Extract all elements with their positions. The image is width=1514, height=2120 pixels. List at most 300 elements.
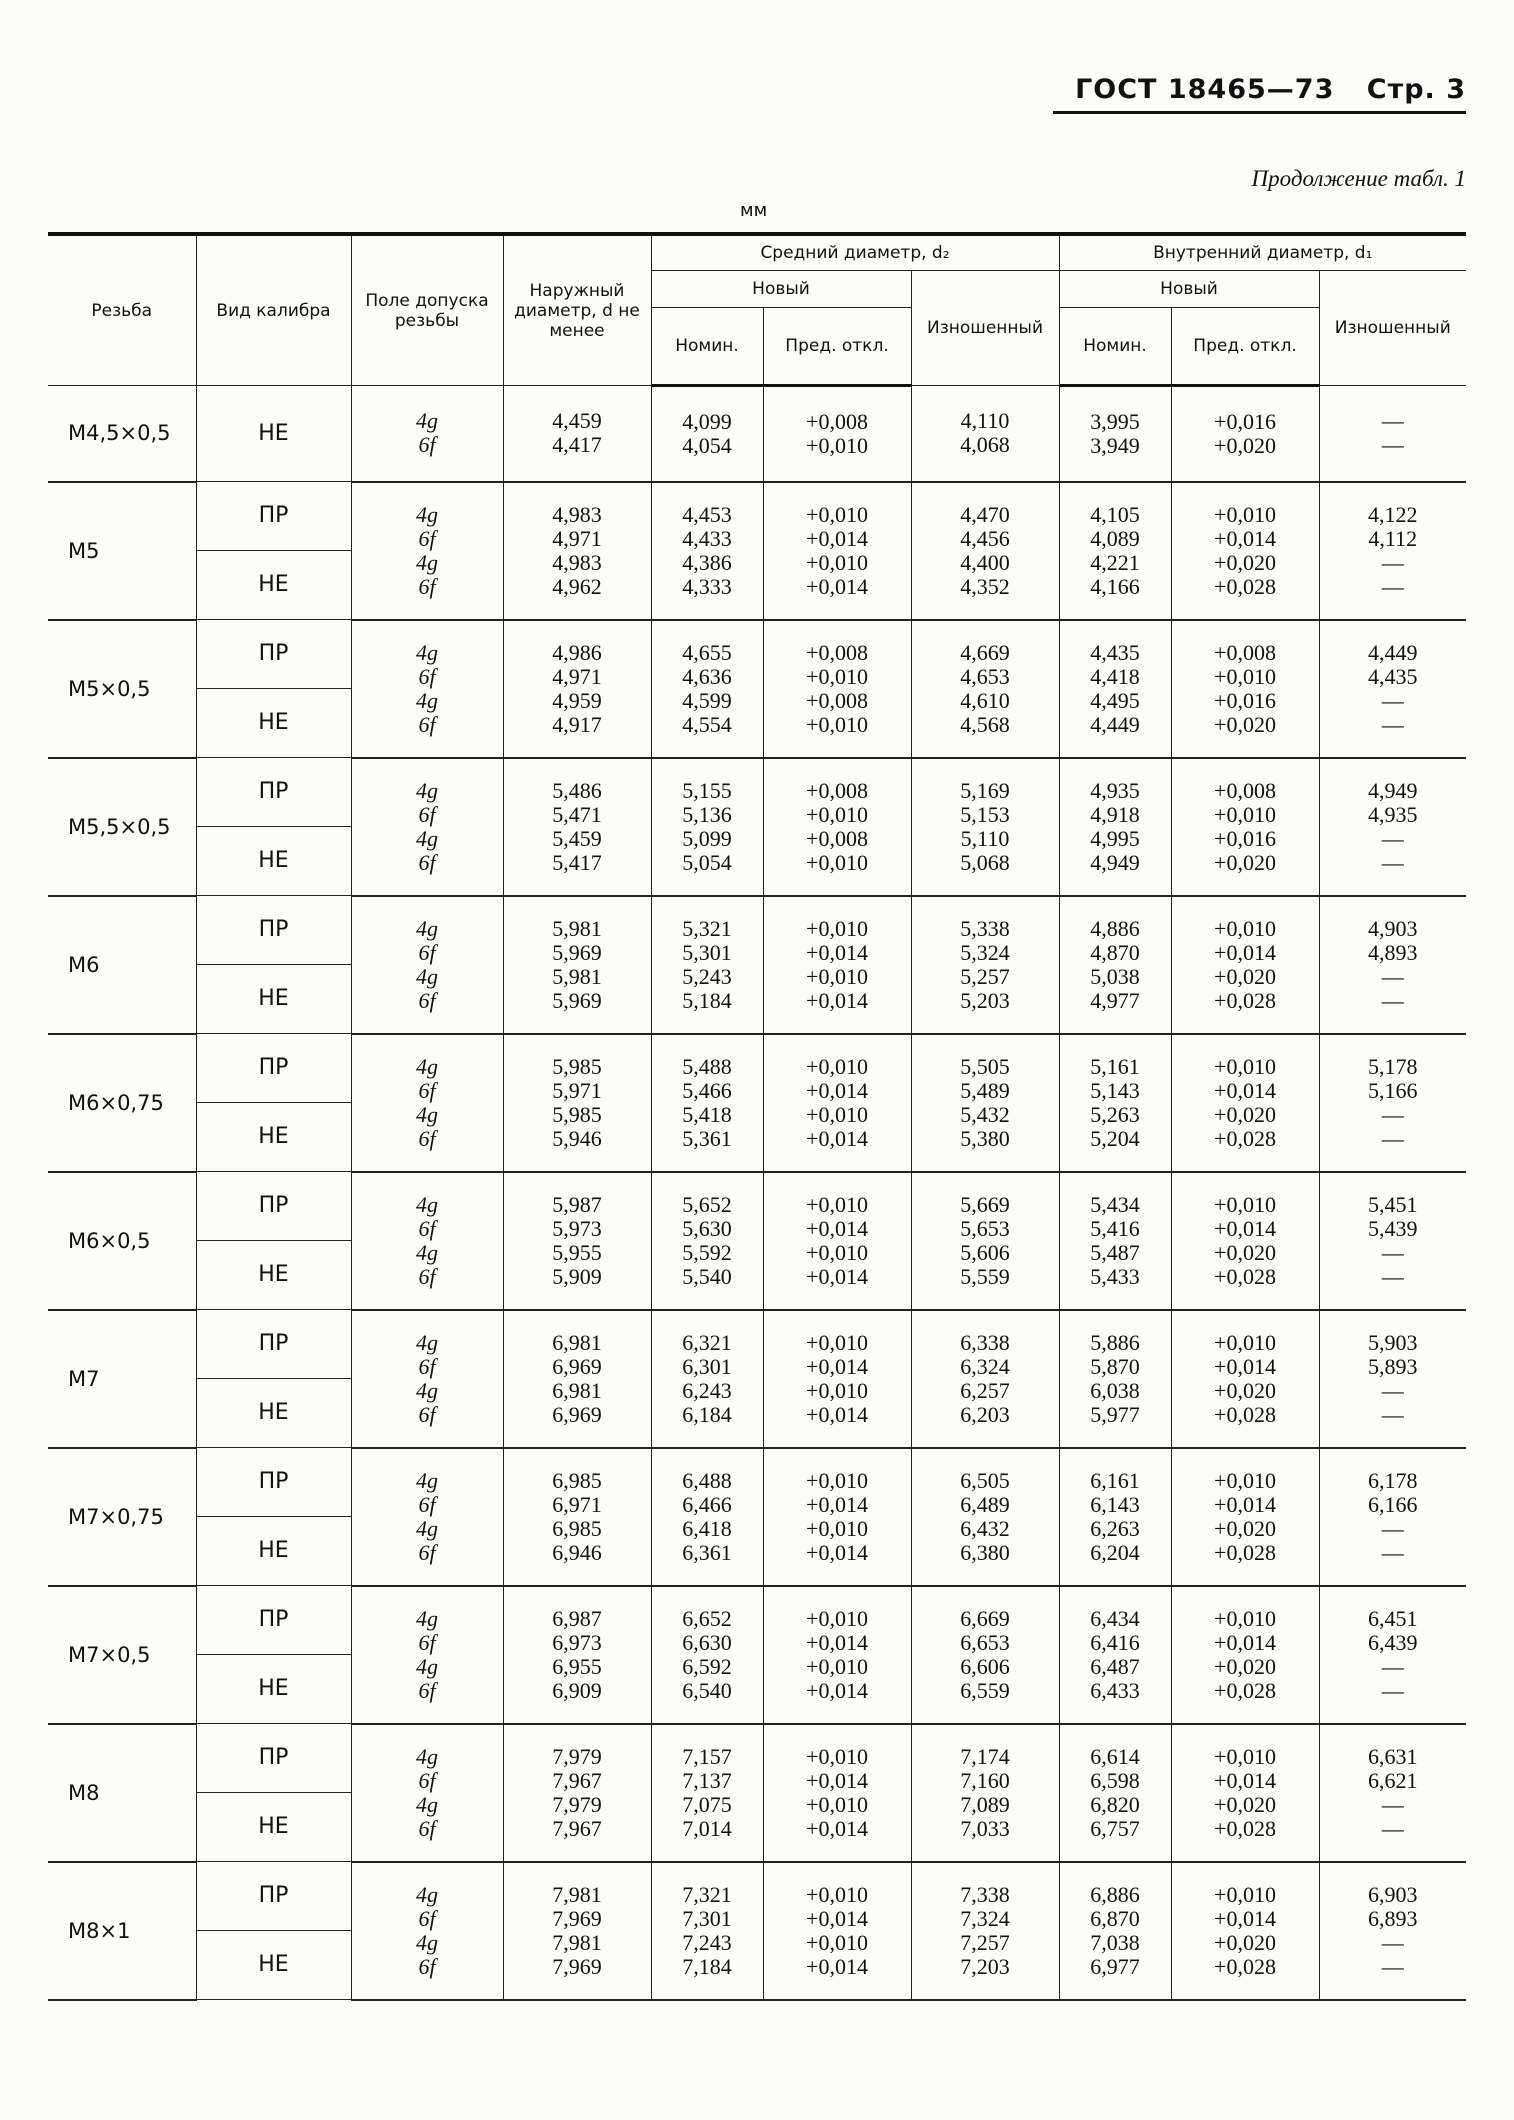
table-row [48,1172,1466,1241]
value: 5,324 [960,939,1010,965]
value: 4,959 [552,687,602,713]
value: 5,243 [682,963,732,989]
gauge-kind: НЕ [196,965,351,1034]
value: +0,020 [1214,1653,1276,1679]
value-cell-in-nom [1059,896,1171,1034]
value-cell-in-dev [1171,620,1319,758]
value: 7,981 [552,1929,602,1955]
value: 6,981 [552,1377,602,1403]
value: 5,471 [552,801,602,827]
value: +0,014 [806,1677,868,1703]
table-row [48,1724,1466,1793]
value: +0,008 [1214,639,1276,665]
value: 6,451 [1368,1605,1418,1631]
value: 4,453 [682,501,732,527]
value: +0,010 [1214,663,1276,689]
value: 5,434 [1090,1191,1140,1217]
value: 5,946 [552,1125,602,1151]
value-cell-in-dev [1171,1034,1319,1172]
value-cell-mid-nom [651,1448,763,1586]
value-cell-mid-worn [911,1586,1059,1724]
col-tolerance: Поле допуска резьбы [351,234,503,386]
table-row [48,482,1466,551]
value: 5,606 [960,1239,1010,1265]
value-cell-mid-dev [763,1310,911,1448]
value: 5,136 [682,801,732,827]
tolerance-fields [351,1034,503,1172]
value: +0,028 [1214,1125,1276,1151]
value: 6,301 [682,1353,732,1379]
value-cell-outer [503,1172,651,1310]
value-cell-in-nom [1059,1862,1171,2000]
value-cell-in-nom [1059,1034,1171,1172]
value: +0,014 [1214,1491,1276,1517]
tolerance-fields [351,386,503,482]
value: +0,014 [1214,1905,1276,1931]
value: +0,010 [806,801,868,827]
value-cell-mid-nom [651,1724,763,1862]
tolerance-field: 4g [416,501,438,527]
value: 7,157 [682,1743,732,1769]
value: 6,321 [682,1329,732,1355]
value: +0,008 [806,408,868,434]
value: 4,449 [1368,639,1418,665]
value: 5,169 [960,777,1010,803]
tolerance-field: 6f [418,1215,436,1241]
value: 4,995 [1090,825,1140,851]
value: 5,301 [682,939,732,965]
value: +0,020 [1214,549,1276,575]
value: 6,559 [960,1677,1010,1703]
value: 7,038 [1090,1929,1140,1955]
value: 4,886 [1090,915,1140,941]
value-cell-mid-dev [763,1586,911,1724]
value: 6,433 [1090,1677,1140,1703]
value: 6,439 [1368,1629,1418,1655]
value: 4,918 [1090,801,1140,827]
tolerance-field: 4g [416,1239,438,1265]
tolerance-field: 6f [418,573,436,599]
value: 7,324 [960,1905,1010,1931]
value: — [1381,987,1404,1013]
value: 5,973 [552,1215,602,1241]
value: 5,433 [1090,1263,1140,1289]
value: +0,010 [806,663,868,689]
value-cell-in-worn [1319,896,1466,1034]
table-continuation-label: Продолжение табл. 1 [1251,166,1466,191]
value: 5,439 [1368,1215,1418,1241]
value: 5,909 [552,1263,602,1289]
value-cell-mid-dev [763,1172,911,1310]
value: +0,014 [1214,1767,1276,1793]
value: 4,470 [960,501,1010,527]
value: 4,568 [960,711,1010,737]
value: 5,466 [682,1077,732,1103]
value-cell-mid-dev [763,896,911,1034]
value: — [1381,1815,1404,1841]
value: 6,184 [682,1401,732,1427]
value: 7,033 [960,1815,1010,1841]
value: 7,979 [552,1743,602,1769]
value: 6,488 [682,1467,732,1493]
value: 6,652 [682,1605,732,1631]
gauge-kind: НЕ [196,1655,351,1724]
value: 6,630 [682,1629,732,1655]
col-inner-new: Новый [1059,271,1319,308]
value-cell-outer [503,620,651,758]
value-cell-in-worn [1319,482,1466,620]
value: 6,886 [1090,1881,1140,1907]
value: 4,112 [1368,525,1418,551]
table-row [48,1586,1466,1655]
value: 4,110 [960,408,1010,434]
table-row [48,1034,1466,1103]
page-header [1053,74,1466,114]
value: 5,559 [960,1263,1010,1289]
value: 5,338 [960,915,1010,941]
value: +0,010 [806,1239,868,1265]
value: 5,166 [1368,1077,1418,1103]
gauge-kind: ПР [196,1172,351,1241]
value: — [1381,1539,1404,1565]
value: 6,985 [552,1467,602,1493]
value: 6,434 [1090,1605,1140,1631]
value: 6,973 [552,1629,602,1655]
value: — [1381,1239,1404,1265]
value: 5,432 [960,1101,1010,1127]
value: +0,028 [1214,1539,1276,1565]
value-cell-mid-nom [651,386,763,482]
value-cell-in-dev [1171,758,1319,896]
value: — [1381,963,1404,989]
value: +0,008 [1214,777,1276,803]
value: — [1381,687,1404,713]
value: 5,143 [1090,1077,1140,1103]
value-cell-mid-worn [911,758,1059,896]
value: 4,903 [1368,915,1418,941]
value: +0,014 [806,525,868,551]
value: 6,361 [682,1539,732,1565]
tolerance-field: 4g [416,963,438,989]
tolerance-field: 6f [418,987,436,1013]
tolerance-field: 4g [416,1101,438,1127]
tolerance-field: 4g [416,1515,438,1541]
value: 5,592 [682,1239,732,1265]
value: 7,967 [552,1767,602,1793]
value: — [1381,711,1404,737]
value-cell-in-worn [1319,386,1466,482]
value: +0,010 [806,711,868,737]
gauge-kind: НЕ [196,689,351,758]
value-cell-mid-worn [911,482,1059,620]
tolerance-field: 6f [418,849,436,875]
tolerance-field: 6f [418,525,436,551]
value: +0,010 [1214,1881,1276,1907]
value-cell-in-nom [1059,758,1171,896]
value-cell-mid-nom [651,1172,763,1310]
value: — [1381,1401,1404,1427]
value: 4,655 [682,639,732,665]
value-cell-outer [503,1586,651,1724]
value: +0,010 [1214,1743,1276,1769]
value: 5,985 [552,1101,602,1127]
value: +0,010 [1214,1605,1276,1631]
value-cell-in-worn [1319,1586,1466,1724]
value-cell-in-worn [1319,758,1466,896]
col-thread: Резьба [48,234,196,386]
value: — [1381,432,1404,458]
value: 4,221 [1090,549,1140,575]
page-number: Стр. 3 [1366,74,1466,105]
value: — [1381,1791,1404,1817]
value: 6,653 [960,1629,1010,1655]
value: 7,089 [960,1791,1010,1817]
value: 5,489 [960,1077,1010,1103]
tolerance-fields [351,1862,503,2000]
value-cell-mid-worn [911,386,1059,482]
value-cell-in-worn [1319,1172,1466,1310]
value: +0,014 [806,1215,868,1241]
thread-designation: М7 [48,1310,196,1448]
col-group-inner-diameter: Внутренний диаметр, d₁ [1059,234,1466,271]
value: 6,487 [1090,1653,1140,1679]
value-cell-mid-worn [911,1034,1059,1172]
value: +0,010 [1214,1329,1276,1355]
thread-designation: М5,5×0,5 [48,758,196,896]
value: 5,630 [682,1215,732,1241]
value: +0,014 [1214,939,1276,965]
value-cell-mid-nom [651,620,763,758]
value: 4,400 [960,549,1010,575]
tolerance-field: 4g [416,1053,438,1079]
value: +0,010 [806,1053,868,1079]
value: 4,949 [1090,849,1140,875]
value: 7,014 [682,1815,732,1841]
tolerance-field: 6f [418,1539,436,1565]
value: 4,433 [682,525,732,551]
value-cell-mid-nom [651,1586,763,1724]
tolerance-field: 4g [416,408,438,434]
tolerance-field: 4g [416,1467,438,1493]
value: +0,014 [806,1353,868,1379]
gauge-kind: НЕ [196,551,351,620]
value-cell-mid-worn [911,1172,1059,1310]
gauge-kind: ПР [196,1448,351,1517]
value-cell-mid-worn [911,1448,1059,1586]
tolerance-fields [351,896,503,1034]
value: 6,203 [960,1401,1010,1427]
gauge-kind: НЕ [196,386,351,482]
table-row [48,1310,1466,1379]
col-inner-worn: Изношенный [1319,271,1466,386]
thread-designation: М8 [48,1724,196,1862]
value: 6,981 [552,1329,602,1355]
value: +0,014 [806,1401,868,1427]
gauge-kind: НЕ [196,827,351,896]
value: 6,598 [1090,1767,1140,1793]
value: 5,110 [960,825,1010,851]
value: 6,955 [552,1653,602,1679]
value: +0,014 [806,1629,868,1655]
value: 5,893 [1368,1353,1418,1379]
value: +0,010 [806,1377,868,1403]
value: +0,014 [806,1539,868,1565]
value: 4,435 [1368,663,1418,689]
tolerance-field: 4g [416,1605,438,1631]
table-row [48,896,1466,965]
value: 5,321 [682,915,732,941]
value: — [1381,1101,1404,1127]
value-cell-outer [503,896,651,1034]
table-row [48,620,1466,689]
value: — [1381,1929,1404,1955]
thread-designation: М6×0,5 [48,1172,196,1310]
value: 6,432 [960,1515,1010,1541]
value-cell-outer [503,1448,651,1586]
value: — [1381,1677,1404,1703]
value-cell-in-dev [1171,386,1319,482]
value: 4,653 [960,663,1010,689]
units-label: мм [740,200,768,221]
tolerance-field: 4g [416,1653,438,1679]
value: 4,495 [1090,687,1140,713]
tolerance-field: 6f [418,1401,436,1427]
gauge-kind: ПР [196,1724,351,1793]
value: 5,505 [960,1053,1010,1079]
value: 4,949 [1368,777,1418,803]
value-cell-mid-worn [911,1724,1059,1862]
value: 6,870 [1090,1905,1140,1931]
value: 5,540 [682,1263,732,1289]
value: +0,014 [1214,1353,1276,1379]
value: 6,757 [1090,1815,1140,1841]
gauge-kind: НЕ [196,1793,351,1862]
value-cell-outer [503,1724,651,1862]
value: +0,010 [806,1791,868,1817]
value-cell-in-nom [1059,482,1171,620]
value-cell-mid-dev [763,386,911,482]
value-cell-in-worn [1319,1034,1466,1172]
value: 7,338 [960,1881,1010,1907]
value: +0,008 [806,639,868,665]
value: 4,122 [1368,501,1418,527]
value-cell-in-nom [1059,1724,1171,1862]
value: 5,459 [552,825,602,851]
value: 6,263 [1090,1515,1140,1541]
value: 5,155 [682,777,732,803]
value: 7,969 [552,1953,602,1979]
value: 6,969 [552,1353,602,1379]
value-cell-in-dev [1171,1310,1319,1448]
value: 7,969 [552,1905,602,1931]
value-cell-in-nom [1059,1310,1171,1448]
value: 6,946 [552,1539,602,1565]
value: +0,014 [806,573,868,599]
value: 6,820 [1090,1791,1140,1817]
value: 5,969 [552,939,602,965]
value: — [1381,825,1404,851]
value: +0,020 [1214,1515,1276,1541]
col-mid-deviation: Пред. откл. [763,308,911,386]
tolerance-field: 6f [418,1905,436,1931]
value: 4,435 [1090,639,1140,665]
value: +0,010 [806,1329,868,1355]
thread-designation: М6×0,75 [48,1034,196,1172]
value-cell-mid-worn [911,896,1059,1034]
tolerance-field: 6f [418,663,436,689]
value: 5,184 [682,987,732,1013]
value: 4,166 [1090,573,1140,599]
value: +0,010 [1214,1053,1276,1079]
value: 6,466 [682,1491,732,1517]
gauge-kind: ПР [196,482,351,551]
value: 6,669 [960,1605,1010,1631]
tolerance-field: 6f [418,1767,436,1793]
value: 5,981 [552,915,602,941]
tolerance-field: 6f [418,432,436,458]
value: +0,010 [806,501,868,527]
value: 7,243 [682,1929,732,1955]
value: 5,153 [960,801,1010,827]
value: 3,995 [1090,408,1140,434]
value: +0,014 [1214,1077,1276,1103]
value-cell-in-dev [1171,1448,1319,1586]
gauge-kind: НЕ [196,1103,351,1172]
value-cell-mid-worn [911,1310,1059,1448]
value: 6,338 [960,1329,1010,1355]
value: 6,969 [552,1401,602,1427]
value: +0,014 [806,1077,868,1103]
value-cell-outer [503,1862,651,2000]
tolerance-field: 6f [418,1677,436,1703]
value: +0,010 [806,1467,868,1493]
thread-designation: М5 [48,482,196,620]
gauge-kind: ПР [196,758,351,827]
value: +0,028 [1214,573,1276,599]
value: +0,010 [806,1605,868,1631]
tolerance-field: 4g [416,1881,438,1907]
gauge-kind: НЕ [196,1379,351,1448]
value: 4,099 [682,408,732,434]
tolerance-fields [351,620,503,758]
value: 6,903 [1368,1881,1418,1907]
value: 5,099 [682,825,732,851]
value: +0,014 [806,1815,868,1841]
value: 4,983 [552,549,602,575]
value: 5,054 [682,849,732,875]
value: +0,010 [806,1743,868,1769]
gauge-kind: ПР [196,1862,351,1931]
value: 4,418 [1090,663,1140,689]
value: 4,669 [960,639,1010,665]
tolerance-field: 4g [416,1791,438,1817]
value: 5,161 [1090,1053,1140,1079]
value: +0,020 [1214,1791,1276,1817]
thread-designation: М4,5×0,5 [48,386,196,482]
value: 4,893 [1368,939,1418,965]
tolerance-field: 6f [418,1629,436,1655]
value: +0,016 [1214,408,1276,434]
value: 7,075 [682,1791,732,1817]
value-cell-in-worn [1319,1862,1466,2000]
value-cell-mid-nom [651,1034,763,1172]
value: 6,977 [1090,1953,1140,1979]
value: 4,983 [552,501,602,527]
value: 4,386 [682,549,732,575]
value: 6,418 [682,1515,732,1541]
value: 5,416 [1090,1215,1140,1241]
tolerance-field: 6f [418,1077,436,1103]
